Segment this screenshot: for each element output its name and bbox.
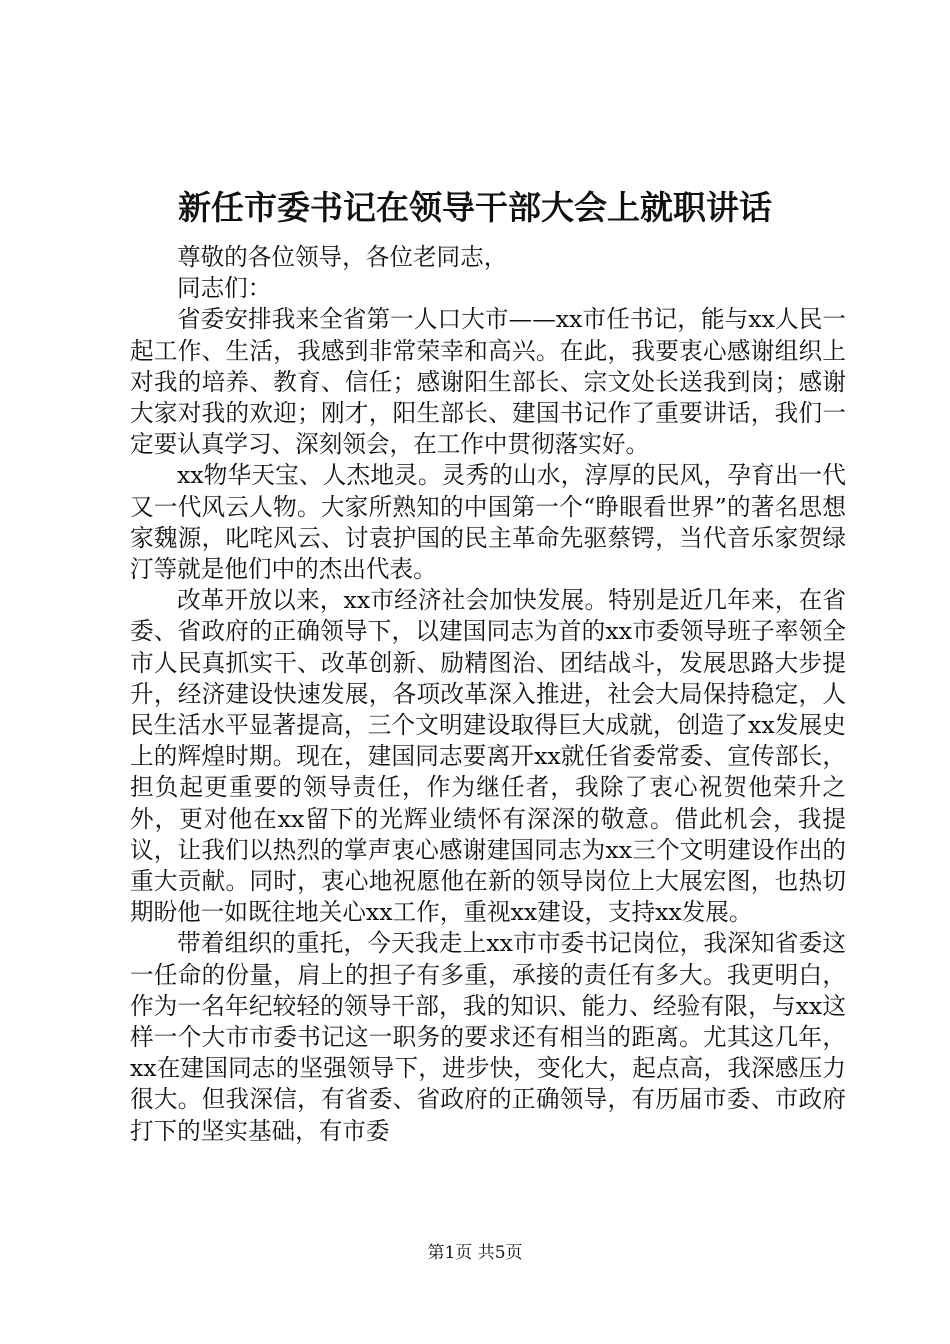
document-body: [130, 242, 846, 1147]
paragraph-3: 改革开放以来，xx市经济社会加快发展。特别是近几年来，在省委、省政府的正确领导下，以建国同志为首的xx市委领导班子率领全市人民真抓实干、改革创新、励精图治、团结战斗，发展思路大步提升，经济建设快速发展，各项改革深入推进，社会大局保持稳定，人民生活水平显著提高，三个文明建设取得巨大成就，创造了xx发展史上的辉煌时期。现在，建国同志要离开xx就任省委常委、宣传部长，担负起更重要的领导责任，作为继任者，我除了衷心祝贺他荣升之外，更对他在xx留下的光辉业绩怀有深深的敬意。借此机会，我提议，让我们以热烈的掌声衷心感谢建国同志为xx三个文明建设作出的重大贡献。同时，衷心地祝愿他在新的领导岗位上大展宏图，也热切期盼他一如既往地关心xx工作，重视xx建设，支持xx发展。: [130, 586, 846, 927]
page-number-footer: 第1页 共5页: [427, 1243, 523, 1263]
document-title: 新任市委书记在领导干部大会上就职讲话: [178, 188, 772, 227]
paragraph-4: 带着组织的重托，今天我走上xx市市委书记岗位，我深知省委这一任命的份量，肩上的担子有多重，承接的责任有多大。我更明白，作为一名年纪较轻的领导干部，我的知识、能力、经验有限，与xx这样一个大市市委书记这一职务的要求还有相当的距离。尤其这几年，xx在建国同志的坚强领导下，进步快，变化大，起点高，我深感压力很大。但我深信，有省委、省政府的正确领导，有历届市委、市政府打下的坚实基础，有市委: [130, 929, 847, 1145]
paragraph-1: 省委安排我来全省第一人口大市——xx市任书记，能与xx人民一起工作、生活，我感到非常荣幸和高兴。在此，我要衷心感谢组织上对我的培养、教育、信任；感谢阳生部长、宗文处长送我到岗；感谢大家对我的欢迎；刚才，阳生部长、建国书记作了重要讲话，我们一定要认真学习、深刻领会，在工作中贯彻落实好。: [130, 305, 846, 459]
salutation-comrades: 同志们：: [177, 274, 272, 303]
paragraph-2: xx物华天宝、人杰地灵。灵秀的山水，淳厚的民风，孕育出一代又一代风云人物。大家所熟知的中国第一个“睁眼看世界”的著名思想家魏源，叱咤风云、讨袁护国的民主革命先驱蔡锷，当代音乐家贺绿汀等就是他们中的杰出代表。: [130, 461, 846, 584]
salutation-leaders: 尊敬的各位领导，各位老同志，: [177, 243, 508, 271]
